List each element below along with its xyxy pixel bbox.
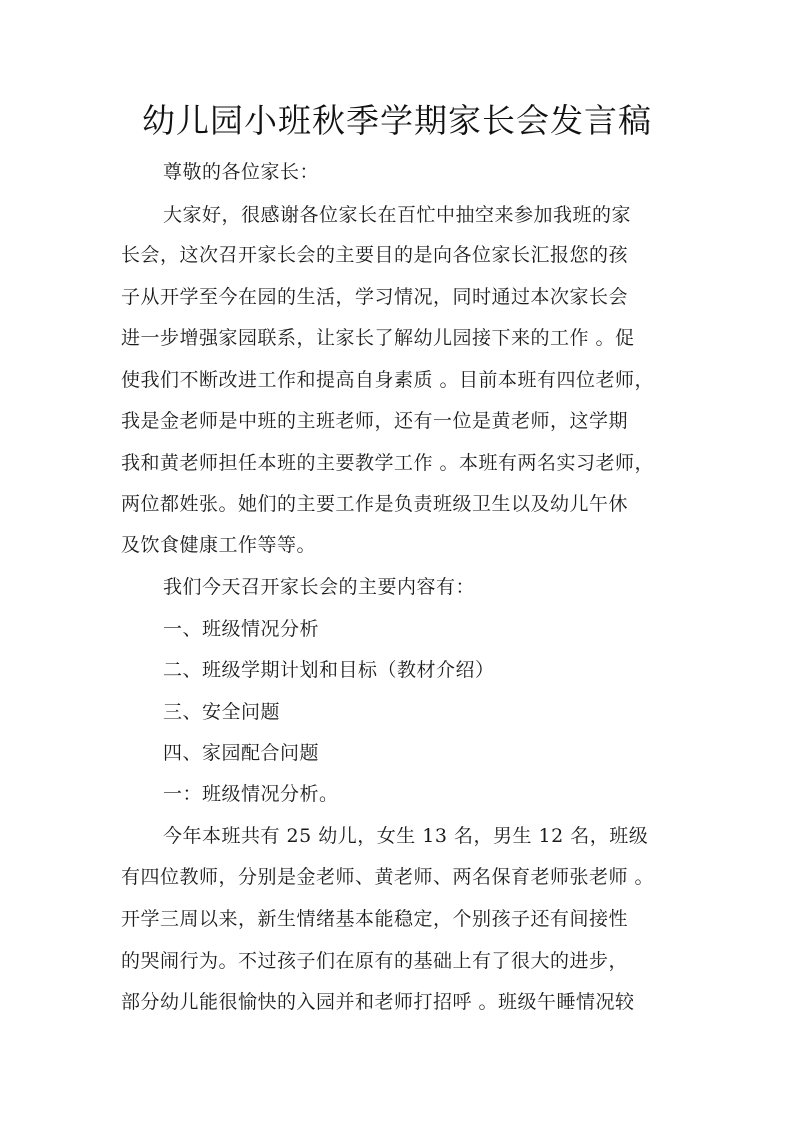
paragraph-line: 使我们不断改进工作和提高自身素质 。目前本班有四位老师，: [121, 369, 655, 391]
list-item: 三、安全问题: [163, 701, 281, 723]
paragraph-line: 的哭闹行为。不过孩子们在原有的基础上有了很大的进步，: [121, 950, 629, 972]
paragraph-line: 子从开学至今在园的生活，学习情况，同时通过本次家长会: [121, 286, 629, 308]
salutation-line: 尊敬的各位家长：: [163, 161, 320, 183]
document-title: 幼儿园小班秋季学期家长会发言稿: [142, 101, 652, 140]
paragraph-line: 我们今天召开家长会的主要内容有：: [163, 576, 476, 598]
list-item: 一、班级情况分析: [163, 618, 320, 640]
paragraph-line: 开学三周以来，新生情绪基本能稳定，个别孩子还有间接性: [121, 908, 629, 930]
paragraph-line: 部分幼儿能很愉快的入园并和老师打招呼 。班级午睡情况较: [121, 991, 635, 1013]
paragraph-line: 有四位教师，分别是金老师、黄老师、两名保育老师张老师 。: [121, 866, 655, 888]
list-item: 四、家园配合问题: [163, 742, 320, 764]
paragraph-line: 两位都姓张。她们的主要工作是负责班级卫生以及幼儿午休: [121, 493, 629, 515]
paragraph-line: 今年本班共有 25 幼儿，女生 13 名，男生 12 名，班级: [163, 825, 649, 847]
list-item: 二、班级学期计划和目标（教材介绍）: [163, 659, 495, 681]
section-heading: 一：班级情况分析。: [163, 783, 339, 805]
paragraph-line: 大家好，很感谢各位家长在百忙中抽空来参加我班的家: [163, 204, 632, 226]
paragraph-line: 长会，这次召开家长会的主要目的是向各位家长汇报您的孩: [121, 244, 629, 266]
paragraph-line: 进一步增强家园联系，让家长了解幼儿园接下来的工作 。促: [121, 327, 635, 349]
paragraph-line: 我和黄老师担任本班的主要教学工作 。本班有两名实习老师，: [121, 452, 655, 474]
paragraph-line: 及饮食健康工作等等。: [121, 534, 317, 556]
paragraph-line: 我是金老师是中班的主班老师，还有一位是黄老师，这学期: [121, 410, 629, 432]
